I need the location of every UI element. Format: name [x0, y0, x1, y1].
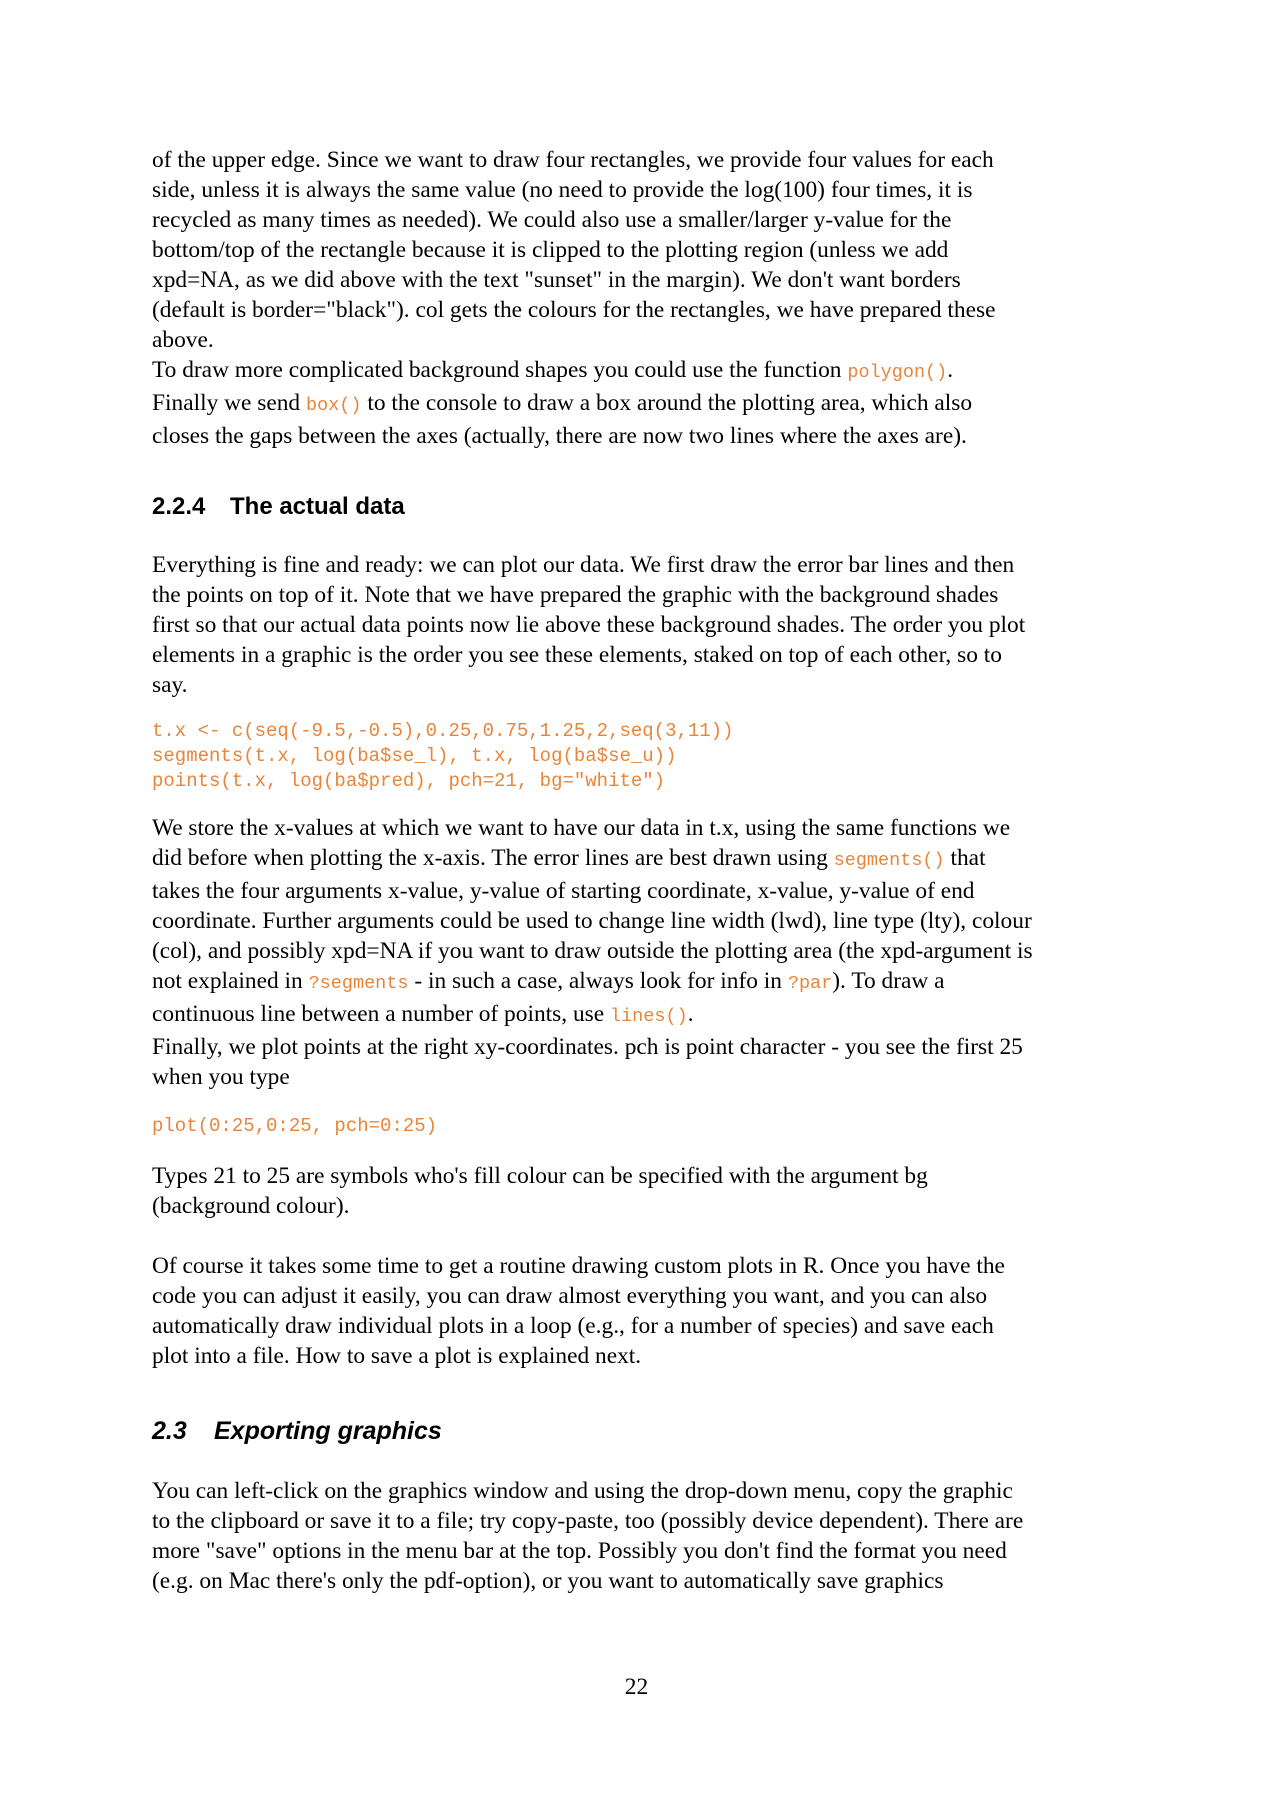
text-line: elements in a graphic is the order you see these elements, staked on top of each other, so to: [152, 642, 1002, 668]
text-span: ). To draw a: [832, 968, 945, 994]
text-span: .: [687, 1001, 694, 1027]
text-span: - in such a case, always look for info in: [408, 968, 788, 994]
text-span: .: [947, 357, 954, 383]
paragraph-export: [152, 1476, 1132, 1596]
text-line: [152, 999, 1132, 1032]
inline-code-help-segments: ?segments: [308, 973, 409, 994]
text-span: not explained in: [152, 968, 309, 994]
text-line: takes the four arguments x-value, y-value of starting coordinate, x-value, y-value of end: [152, 878, 975, 904]
text-line: [152, 355, 1132, 388]
paragraph-actual-data: [152, 550, 1132, 700]
text-line: Types 21 to 25 are symbols who's fill colour can be specified with the argument bg: [152, 1163, 928, 1189]
text-line: You can left-click on the graphics window and using the drop-down menu, copy the graphic: [152, 1478, 1013, 1504]
section-title: Exporting graphics: [214, 1417, 442, 1445]
paragraph-types: [152, 1161, 1132, 1221]
text-line: [152, 843, 1132, 876]
code-line: t.x <- c(seq(-9.5,-0.5),0.25,0.75,1.25,2,seq(3,11)): [152, 720, 734, 742]
text-span: to the console to draw a box around the plotting area, which also: [361, 390, 973, 416]
text-line: more "save" options in the menu bar at the top. Possibly you don't find the format you need: [152, 1538, 1007, 1564]
text-span: To draw more complicated background shapes you could use the function: [152, 357, 848, 383]
text-line: We store the x-values at which we want to have our data in t.x, using the same functions we: [152, 815, 1011, 841]
inline-code-lines: lines(): [609, 1006, 688, 1027]
text-line: code you can adjust it easily, you can draw almost everything you want, and you can also: [152, 1283, 988, 1309]
text-span: did before when plotting the x-axis. The error lines are best drawn using: [152, 845, 834, 871]
text-line: to the clipboard or save it to a file; try copy-paste, too (possibly device dependent). There are: [152, 1508, 1024, 1534]
page-content: [152, 145, 1132, 1596]
code-block-plot-data: [152, 719, 1132, 794]
text-line: Finally, we plot points at the right xy-coordinates. pch is point character - you see the first 25: [152, 1034, 1023, 1060]
text-line: say.: [152, 672, 188, 698]
code-block-plot-pch: [152, 1114, 1132, 1139]
text-line: automatically draw individual plots in a loop (e.g., for a number of species) and save each: [152, 1313, 994, 1339]
text-line: first so that our actual data points now lie above these background shades. The order you plot: [152, 612, 1026, 638]
text-line: xpd=NA, as we did above with the text "sunset" in the margin). We don't want borders: [152, 267, 961, 293]
text-line: Everything is fine and ready: we can plot our data. We first draw the error bar lines and then: [152, 552, 1015, 578]
text-line: when you type: [152, 1064, 290, 1090]
code-line: points(t.x, log(ba$pred), pch=21, bg="white"): [152, 770, 666, 792]
text-span: Finally we send: [152, 390, 306, 416]
text-line: closes the gaps between the axes (actually, there are now two lines where the axes are).: [152, 423, 967, 449]
inline-code-polygon: polygon(): [847, 362, 948, 383]
inline-code-segments: segments(): [833, 850, 945, 871]
text-line: [152, 388, 1132, 421]
section-title: The actual data: [230, 493, 405, 520]
text-line: (e.g. on Mac there's only the pdf-option), or you want to automatically save graphics: [152, 1568, 944, 1594]
text-line: Of course it takes some time to get a routine drawing custom plots in R. Once you have the: [152, 1253, 1005, 1279]
code-line: segments(t.x, log(ba$se_l), t.x, log(ba$se_u)): [152, 745, 677, 767]
text-line: (background colour).: [152, 1193, 350, 1219]
section-heading-2-3: [152, 1417, 1132, 1446]
text-line: recycled as many times as needed). We could also use a smaller/larger y-value for the: [152, 207, 952, 233]
text-line: coordinate. Further arguments could be used to change line width (lwd), line type (lty), colour: [152, 908, 1032, 934]
text-line: [152, 966, 1132, 999]
text-span: that: [944, 845, 986, 871]
paragraph-of-course: [152, 1251, 1132, 1371]
text-span: continuous line between a number of points, use: [152, 1001, 610, 1027]
text-line: the points on top of it. Note that we have prepared the graphic with the background shades: [152, 582, 999, 608]
paragraph-rect-explanation: [152, 145, 1132, 451]
paragraph-store-values: [152, 813, 1132, 1092]
text-line: bottom/top of the rectangle because it is clipped to the plotting region (unless we add: [152, 237, 949, 263]
section-heading-2-2-4: [152, 493, 1132, 521]
section-number: 2.3: [152, 1417, 187, 1445]
text-line: side, unless it is always the same value (no need to provide the log(100) four times, it is: [152, 177, 973, 203]
text-line: above.: [152, 327, 214, 353]
text-line: (default is border="black"). col gets the colours for the rectangles, we have prepared these: [152, 297, 996, 323]
code-line: plot(0:25,0:25, pch=0:25): [152, 1115, 438, 1137]
inline-code-box: box(): [305, 395, 362, 416]
section-number: 2.2.4: [152, 493, 206, 520]
text-line: (col), and possibly xpd=NA if you want to draw outside the plotting area (the xpd-argument is: [152, 938, 1033, 964]
text-line: of the upper edge. Since we want to draw four rectangles, we provide four values for each: [152, 147, 994, 173]
page-number: 22: [624, 1674, 649, 1700]
inline-code-help-par: ?par: [787, 973, 833, 994]
text-line: plot into a file. How to save a plot is explained next.: [152, 1343, 642, 1369]
